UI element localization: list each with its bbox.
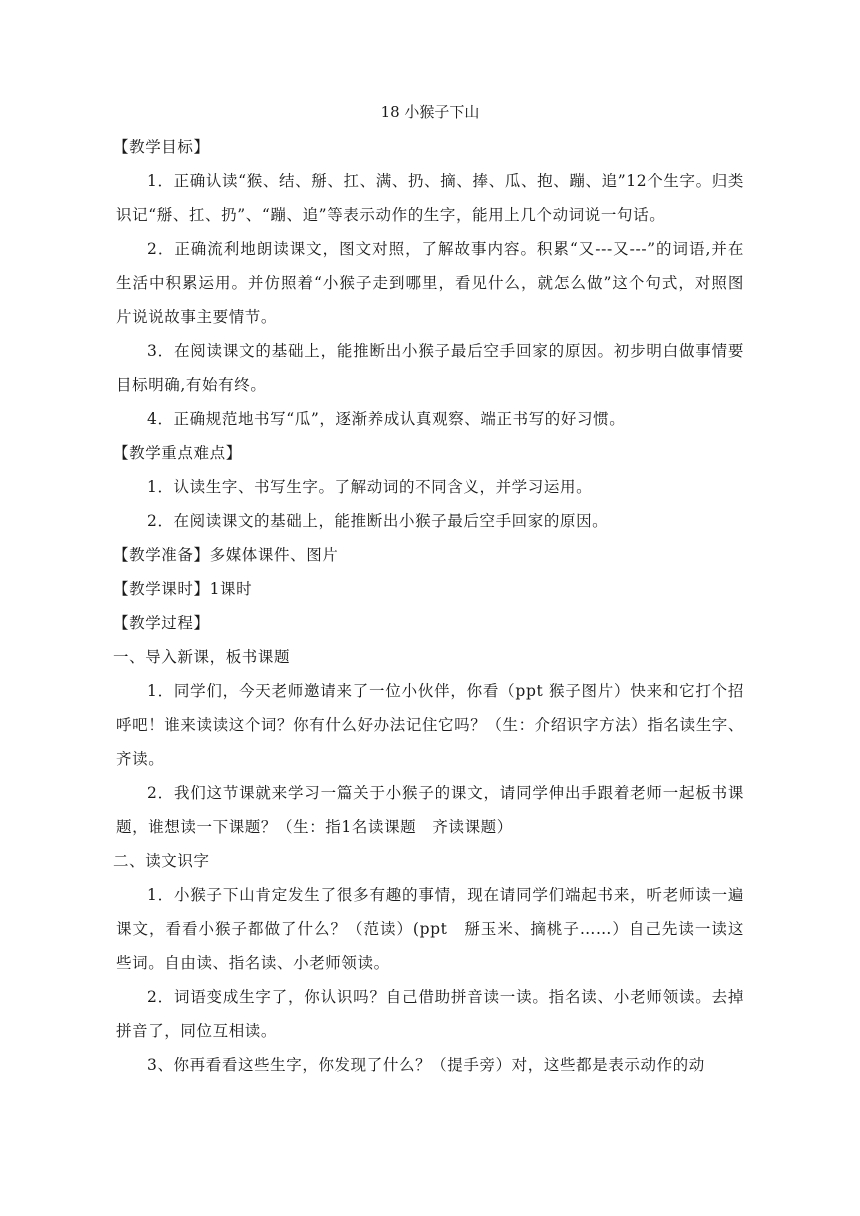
section-heading-key-points: 【教学重点难点】: [113, 444, 242, 462]
paragraph-reading-2: 2．词语变成生字了，你认识吗？自己借助拼音读一读。指名读、小老师领读。去掉拼音了，同位互相读。: [116, 988, 744, 1040]
section-heading-goals: 【教学目标】: [113, 138, 210, 156]
paragraph-goal-3: 3．在阅读课文的基础上，能推断出小猴子最后空手回家的原因。初步明白做事情要目标明确,有始有终。: [116, 342, 744, 394]
section-heading-process: 【教学过程】: [113, 614, 210, 632]
paragraph-key-point-2: 2．在阅读课文的基础上，能推断出小猴子最后空手回家的原因。: [147, 512, 609, 530]
subsection-heading-reading: 二、读文识字: [113, 852, 210, 870]
paragraph-goal-1: 1．正确认读“猴、结、掰、扛、满、扔、摘、捧、瓜、抱、蹦、追”12个生字。归类识记“掰、扛、扔”、“蹦、追”等表示动作的生字，能用上几个动词说一句话。: [116, 172, 744, 224]
subsection-heading-intro: 一、导入新课，板书课题: [113, 648, 291, 666]
paragraph-intro-1: 1．同学们，今天老师邀请来了一位小伙伴，你看（ppt 猴子图片）快来和它打个招呼吧！谁来读读这个词？你有什么好办法记住它吗？（生：介绍识字方法）指名读生字、齐读。: [116, 682, 744, 768]
section-heading-preparation: 【教学准备】多媒体课件、图片: [113, 546, 339, 564]
paragraph-intro-2: 2．我们这节课就来学习一篇关于小猴子的课文，请同学伸出手跟着老师一起板书课题，谁想读一下课题？（生：指1名读课题 齐读课题）: [116, 784, 744, 836]
paragraph-reading-3: 3、你再看看这些生字，你发现了什么？（提手旁）对，这些都是表示动作的动: [147, 1056, 705, 1074]
document-page: [113, 100, 744, 1082]
paragraph-goal-4: 4．正确规范地书写“瓜”，逐渐养成认真观察、端正书写的好习惯。: [147, 410, 626, 428]
paragraph-reading-1: 1．小猴子下山肯定发生了很多有趣的事情，现在请同学们端起书来，听老师读一遍课文，看看小猴子都做了什么？（范读）(ppt 掰玉米、摘桃子……）自己先读一读这些词。自由读、指名读、小老师领读。: [116, 886, 744, 972]
section-heading-periods: 【教学课时】1课时: [113, 580, 253, 598]
paragraph-goal-2: 2．正确流利地朗读课文，图文对照，了解故事内容。积累“又---又---”的词语,并在生活中积累运用。并仿照着“小猴子走到哪里，看见什么，就怎么做”这个句式，对照图片说说故事主要情节。: [116, 240, 744, 326]
paragraph-key-point-1: 1．认读生字、书写生字。了解动词的不同含义，并学习运用。: [147, 478, 593, 496]
document-title: 18 小猴子下山: [380, 103, 480, 121]
